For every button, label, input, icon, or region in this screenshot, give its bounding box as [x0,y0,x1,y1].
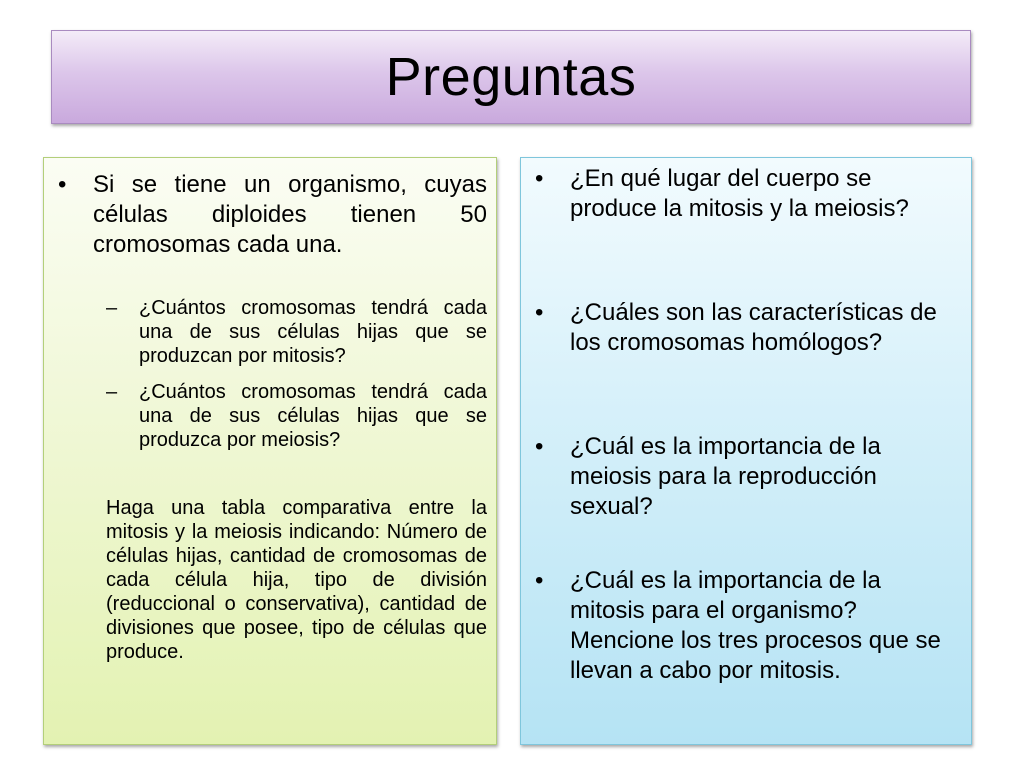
right-panel [520,157,972,745]
left-panel [43,157,497,745]
title-box [51,30,971,124]
bullet-icon: • [535,165,544,192]
slide-title: Preguntas [385,47,637,107]
left-subitem-2: ¿Cuántos cromosomas tendrá cada una de sus células hijas que se produzca por meiosis? [139,381,487,451]
right-item-3: ¿Cuál es la importancia de la meiosis para la reproducción sexual? [570,433,881,520]
left-item-1: Si se tiene un organismo, cuyas células diploides tienen 50 cromosomas cada una. [93,171,487,258]
right-item-1: ¿En qué lugar del cuerpo se produce la mitosis y la meiosis? [570,165,909,222]
left-subitem-1: ¿Cuántos cromosomas tendrá cada una de sus células hijas que se produzcan por mitosis? [139,297,487,367]
dash-icon: – [106,297,118,319]
bullet-icon: • [58,171,67,198]
bullet-icon: • [535,567,544,594]
right-item-4: ¿Cuál es la importancia de la mitosis para el organismo? Mencione los tres procesos que se llevan a cabo por mitosis. [570,567,941,684]
left-paragraph: Haga una tabla comparativa entre la mitosis y la meiosis indicando: Número de células hijas, cantidad de cromosomas de cada célula hija, tipo de división (reduccional o conservativa), cantidad de divisiones que posee, tipo de células que produce. [106,497,487,663]
right-item-2: ¿Cuáles son las características de los cromosomas homólogos? [570,299,937,356]
dash-icon: – [106,381,118,403]
bullet-icon: • [535,299,544,326]
bullet-icon: • [535,433,544,460]
